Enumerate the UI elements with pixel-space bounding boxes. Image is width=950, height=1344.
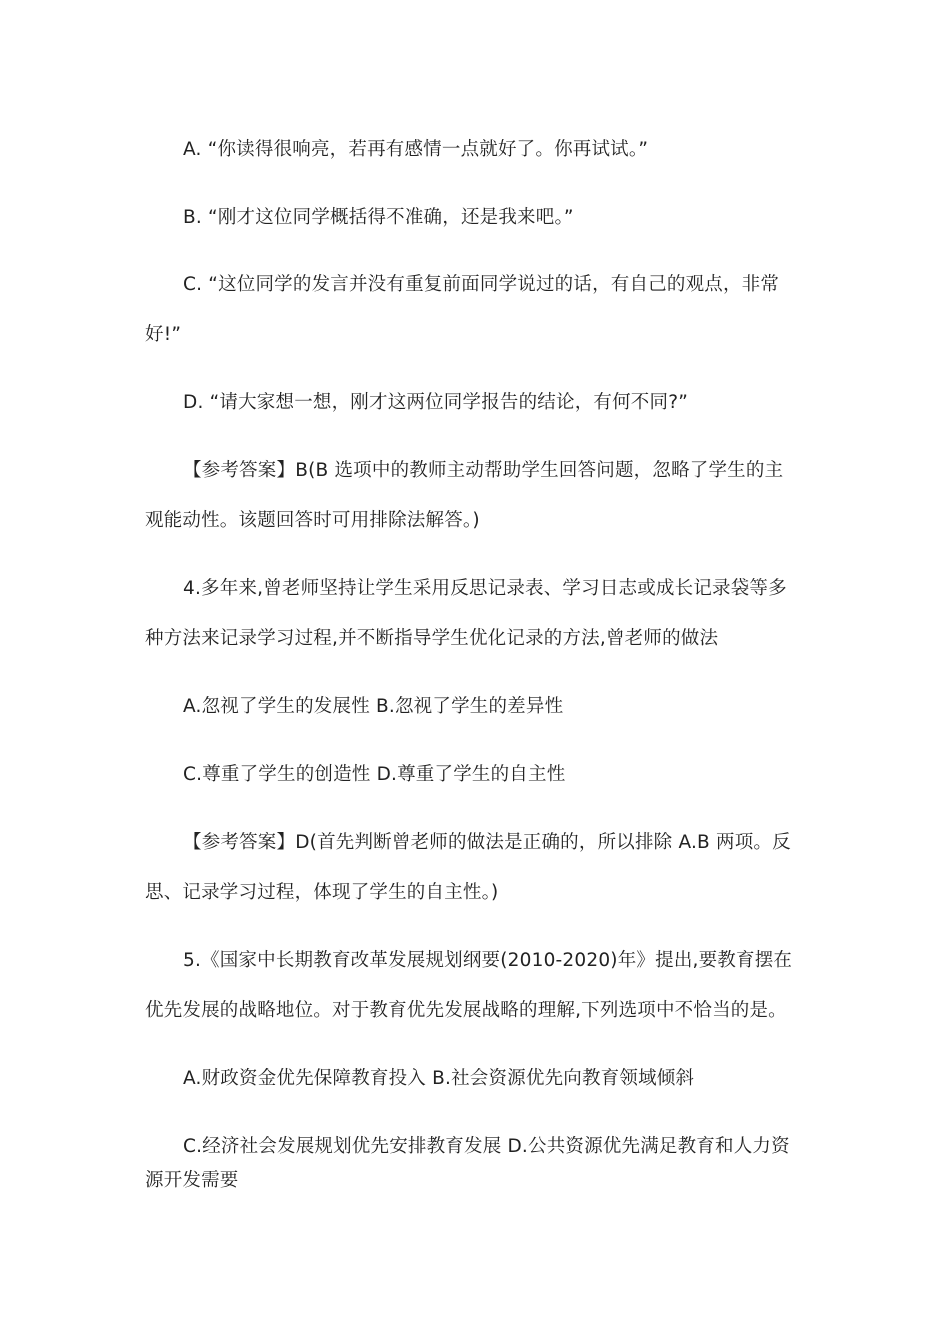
q4-options-ab: A.忽视了学生的发展性 B.忽视了学生的差异性 bbox=[183, 696, 564, 717]
q3-option-c-line1: C. “这位同学的发言并没有重复前面同学说过的话，有自己的观点，非常 bbox=[183, 274, 780, 295]
q5-options-ab: A.财政资金优先保障教育投入 B.社会资源优先向教育领域倾斜 bbox=[183, 1068, 695, 1089]
q5-stem-line2: 优先发展的战略地位。对于教育优先发展战略的理解,下列选项中不恰当的是。 bbox=[145, 1000, 787, 1021]
q4-stem-line1: 4.多年来,曾老师坚持让学生采用反思记录表、学习日志或成长记录袋等多 bbox=[183, 578, 787, 599]
q3-option-b: B. “刚才这位同学概括得不准确，还是我来吧。” bbox=[183, 207, 574, 228]
q4-answer-line1: 【参考答案】D(首先判断曾老师的做法是正确的，所以排除 A.B 两项。反 bbox=[183, 832, 791, 853]
q5-options-cd-line1: C.经济社会发展规划优先安排教育发展 D.公共资源优先满足教育和人力资 bbox=[183, 1136, 790, 1157]
q4-answer-line2: 思、记录学习过程，体现了学生的自主性。) bbox=[145, 882, 499, 903]
q3-answer-line2: 观能动性。该题回答时可用排除法解答。) bbox=[145, 510, 480, 531]
q3-answer-line1: 【参考答案】B(B 选项中的教师主动帮助学生回答问题，忽略了学生的主 bbox=[183, 460, 784, 481]
q3-option-c-line2: 好!” bbox=[145, 324, 182, 345]
q4-stem-line2: 种方法来记录学习过程,并不断指导学生优化记录的方法,曾老师的做法 bbox=[145, 628, 719, 649]
q3-option-a: A. “你读得很响亮，若再有感情一点就好了。你再试试。” bbox=[183, 139, 649, 160]
q4-options-cd: C.尊重了学生的创造性 D.尊重了学生的自主性 bbox=[183, 764, 566, 785]
q5-options-cd-line2: 源开发需要 bbox=[145, 1170, 239, 1191]
q3-option-d: D. “请大家想一想，刚才这两位同学报告的结论，有何不同?” bbox=[183, 392, 688, 413]
q5-stem-line1: 5.《国家中长期教育改革发展规划纲要(2010-2020)年》提出,要教育摆在 bbox=[183, 950, 793, 971]
